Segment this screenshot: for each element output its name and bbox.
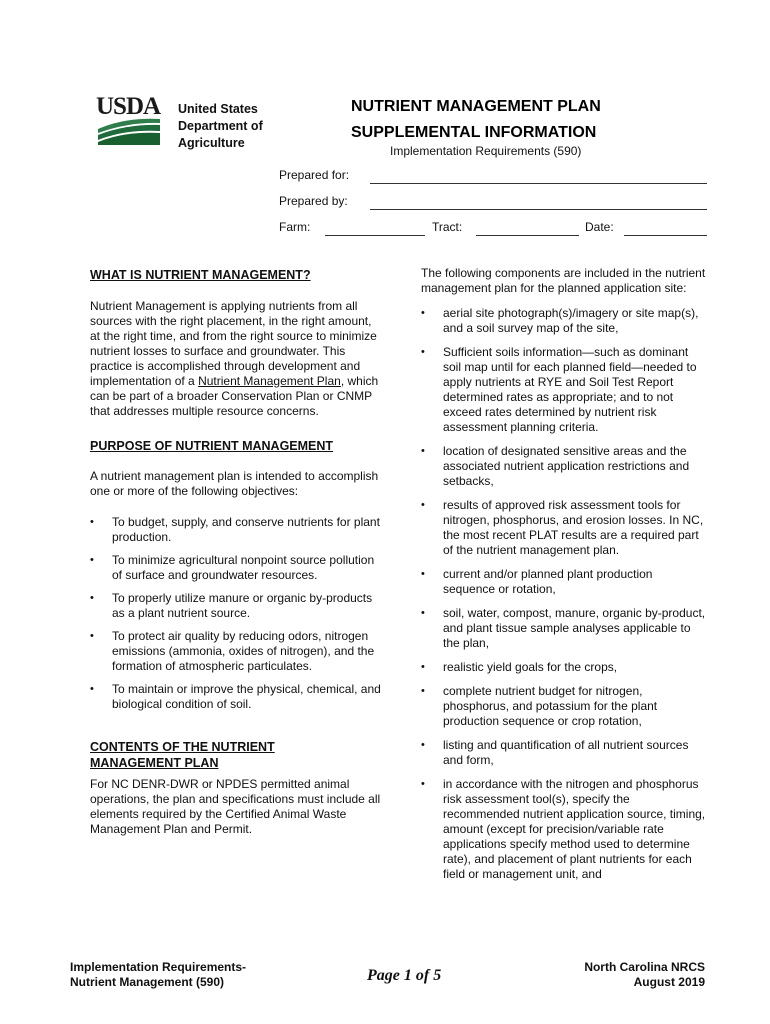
nutrient-management-plan-link[interactable]: Nutrient Management Plan — [198, 373, 341, 388]
tract-label: Tract: — [432, 220, 463, 234]
list-item: • location of designated sensitive areas and the associated nutrient application restrictions and setbacks, — [421, 444, 707, 489]
footer-left-line-1: Implementation Requirements- — [70, 960, 247, 974]
left-column — [90, 268, 382, 837]
footer-left-line-2: Nutrient Management (590) — [70, 975, 225, 989]
list-item: • To minimize agricultural nonpoint source pollution of surface and groundwater resources. — [90, 553, 382, 583]
footer-right-line-2: August 2019 — [633, 975, 705, 989]
farm-label: Farm: — [279, 220, 311, 234]
list-item: • aerial site photograph(s)/imagery or site map(s), and a soil survey map of the site, — [421, 306, 707, 336]
dept-line-3: Agriculture — [178, 136, 245, 150]
tract-field[interactable] — [476, 235, 579, 236]
list-item: • current and/or planned plant production sequence or rotation, — [421, 567, 707, 597]
list-item: • results of approved risk assessment tools for nitrogen, phosphorus, and erosion losses. In NC, the most recent PLAT results are a required part of the nutrient management plan. — [421, 498, 707, 558]
list-item: • To properly utilize manure or organic by-products as a plant nutrient source. — [90, 591, 382, 621]
dept-line-1: United States — [178, 102, 258, 116]
dept-line-2: Department of — [178, 119, 263, 133]
usda-letters: USDA — [96, 93, 161, 120]
usda-field-swoosh-icon — [96, 97, 162, 147]
title-line-1: NUTRIENT MANAGEMENT PLAN — [351, 98, 601, 115]
usda-mark — [96, 93, 162, 147]
contents-heading — [90, 740, 382, 771]
usda-department-name — [178, 101, 263, 152]
what-body-text: Nutrient Management is applying nutrients from all sources with the right placement, in the right amount, at the right time, and from the right source to minimize nutrient losses to surface and groundwater. This practice is accomplished through development and implementation of a — [90, 298, 377, 388]
what-heading: WHAT IS NUTRIENT MANAGEMENT? — [90, 268, 311, 282]
components-list — [421, 306, 707, 882]
list-item: • To protect air quality by reducing odors, nitrogen emissions (ammonia, oxides of nitrogen), and the formation of atmospheric particulates. — [90, 629, 382, 674]
prepared-for-label: Prepared for: — [279, 168, 350, 182]
what-body — [90, 299, 382, 419]
title-line-2: SUPPLEMENTAL INFORMATION — [351, 124, 597, 141]
right-column — [421, 266, 707, 882]
usda-logo — [96, 93, 276, 150]
footer-right — [584, 960, 705, 990]
page-number: Page 1 of 5 — [367, 967, 442, 984]
list-item: • To budget, supply, and conserve nutrients for plant production. — [90, 515, 382, 545]
contents-heading-line-2: MANAGEMENT PLAN — [90, 755, 219, 770]
list-item: • in accordance with the nitrogen and phosphorus risk assessment tool(s), specify the recommended nutrient application source, timing, amount (except for precision/variable rate applications specify method used to determine rate), and placement of plant nutrients for each field or management unit, and — [421, 777, 707, 882]
footer-right-line-1: North Carolina NRCS — [584, 960, 705, 974]
purpose-heading: PURPOSE OF NUTRIENT MANAGEMENT — [90, 438, 334, 453]
list-item: • realistic yield goals for the crops, — [421, 660, 707, 675]
components-intro: The following components are included in the nutrient management plan for the planned application site: — [421, 266, 706, 295]
list-item: • Sufficient soils information—such as dominant soil map until for each planned field—needed to apply nutrients at RYE and Soil Test Report determined rates as appropriate; and to not exceed rates determined by nutrient risk assessment planning criteria. — [421, 345, 707, 435]
prepared-by-label: Prepared by: — [279, 194, 348, 208]
footer-left — [70, 960, 246, 990]
list-item: • complete nutrient budget for nitrogen, phosphorus, and potassium for the plant production sequence or crop rotation, — [421, 684, 707, 729]
date-label: Date: — [585, 220, 614, 234]
prepared-for-field[interactable] — [370, 183, 707, 184]
list-item: • soil, water, compost, manure, organic by-product, and plant tissue sample analyses applicable to the plan, — [421, 606, 707, 651]
purpose-intro: A nutrient management plan is intended to accomplish one or more of the following objectives: — [90, 469, 379, 498]
purpose-list — [90, 515, 382, 712]
date-field[interactable] — [624, 235, 707, 236]
list-item: • listing and quantification of all nutrient sources and form, — [421, 738, 707, 768]
farm-field[interactable] — [325, 235, 425, 236]
list-item: • To maintain or improve the physical, chemical, and biological condition of soil. — [90, 682, 382, 712]
contents-body: For NC DENR-DWR or NPDES permitted animal operations, the plan and specifications must include all elements required by the Certified Animal Waste Management Plan and Permit. — [90, 777, 381, 836]
prepared-by-field[interactable] — [370, 209, 707, 210]
contents-heading-line-1: CONTENTS OF THE NUTRIENT — [90, 740, 275, 754]
subtitle: Implementation Requirements (590) — [390, 144, 582, 158]
what-body-text-end: , which can be part of a broader Conservation Plan or CNMP that addresses multiple resource concerns. — [90, 373, 379, 418]
